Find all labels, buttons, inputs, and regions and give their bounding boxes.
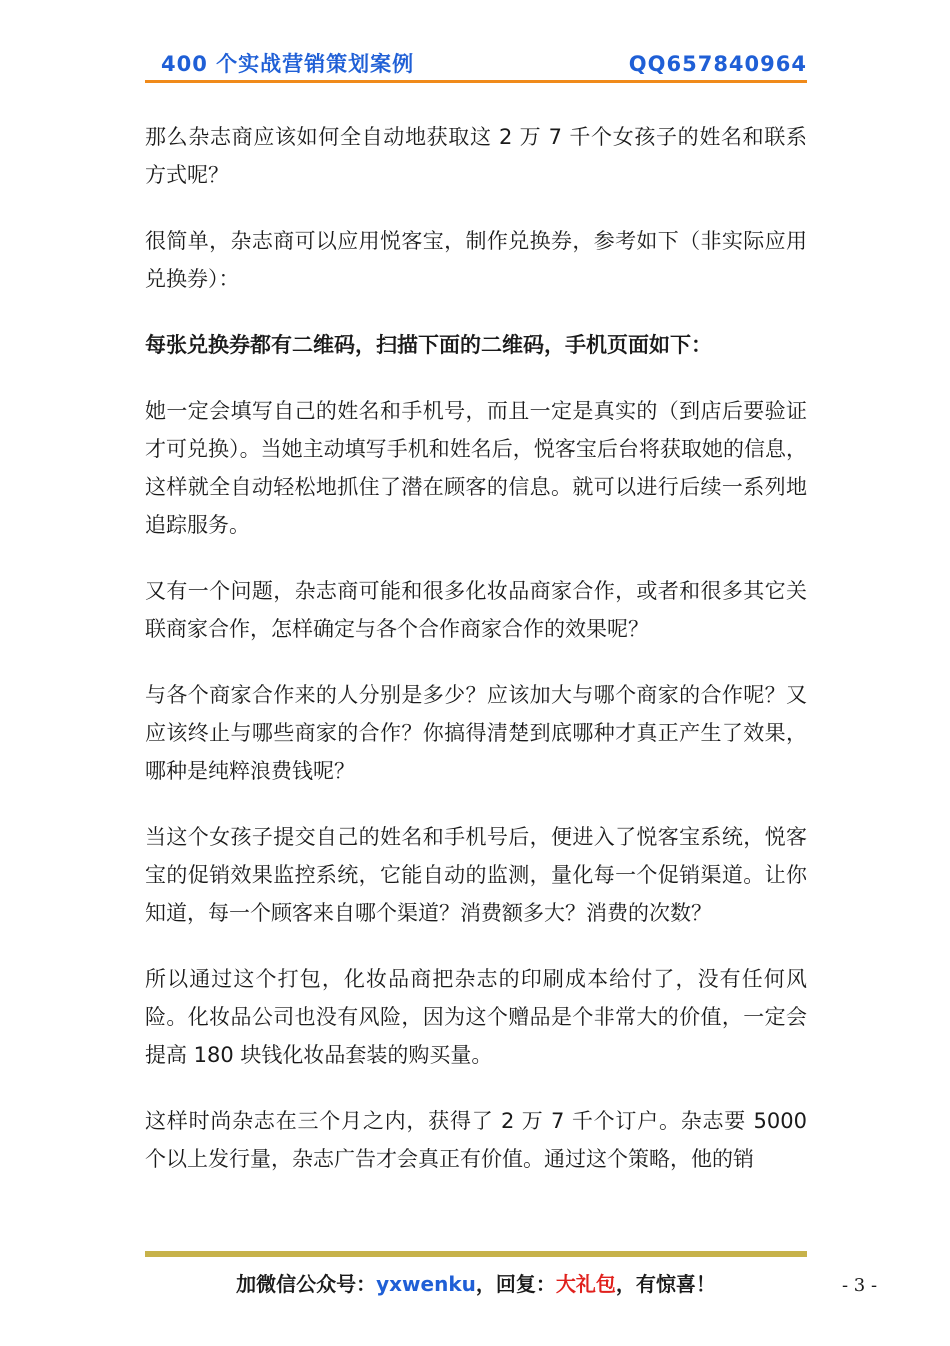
paragraph-bold: 每张兑换券都有二维码，扫描下面的二维码，手机页面如下： <box>145 333 712 357</box>
document-body <box>145 118 807 1206</box>
header-title: 400 个实战营销策划案例 <box>161 52 415 76</box>
footer-divider <box>145 1251 807 1257</box>
page-header <box>145 50 807 82</box>
paragraph: 这样时尚杂志在三个月之内，获得了 2 万 7 千个订户。杂志要 5000 个以上发行量，杂志广告才会真正有价值。通过这个策略，他的销 <box>145 1109 807 1171</box>
footer-keyword: 大礼包 <box>555 1272 616 1296</box>
header-qq: QQ657840964 <box>628 52 807 76</box>
page-number: - 3 - <box>842 1275 878 1296</box>
footer-suffix: ，有惊喜！ <box>615 1272 716 1296</box>
paragraph: 所以通过这个打包，化妆品商把杂志的印刷成本给付了，没有任何风险。化妆品公司也没有风险，因为这个赠品是个非常大的价值，一定会提高 180 块钱化妆品套装的购买量。 <box>145 967 807 1067</box>
footer-account: yxwenku <box>376 1272 476 1296</box>
header-divider <box>145 80 807 83</box>
paragraph: 那么杂志商应该如何全自动地获取这 2 万 7 千个女孩子的姓名和联系方式呢？ <box>145 125 807 187</box>
footer-promo <box>145 1268 807 1300</box>
paragraph: 当这个女孩子提交自己的姓名和手机号后，便进入了悦客宝系统，悦客宝的促销效果监控系统，它能自动的监测，量化每一个促销渠道。让你知道，每一个顾客来自哪个渠道？消费额多大？消费的次数？ <box>145 825 807 925</box>
paragraph: 很简单，杂志商可以应用悦客宝，制作兑换券，参考如下（非实际应用兑换券）： <box>145 229 807 291</box>
paragraph: 与各个商家合作来的人分别是多少？应该加大与哪个商家的合作呢？又应该终止与哪些商家的合作？你搞得清楚到底哪种才真正产生了效果，哪种是纯粹浪费钱呢？ <box>145 683 807 783</box>
paragraph: 又有一个问题，杂志商可能和很多化妆品商家合作，或者和很多其它关联商家合作，怎样确定与各个合作商家合作的效果呢？ <box>145 579 807 641</box>
footer-prefix: 加微信公众号： <box>236 1272 377 1296</box>
footer-middle: ，回复： <box>475 1272 556 1296</box>
paragraph: 她一定会填写自己的姓名和手机号，而且一定是真实的（到店后要验证才可兑换）。当她主动填写手机和姓名后，悦客宝后台将获取她的信息，这样就全自动轻松地抓住了潜在顾客的信息。就可以进行后续一系列地追踪服务。 <box>145 399 807 537</box>
